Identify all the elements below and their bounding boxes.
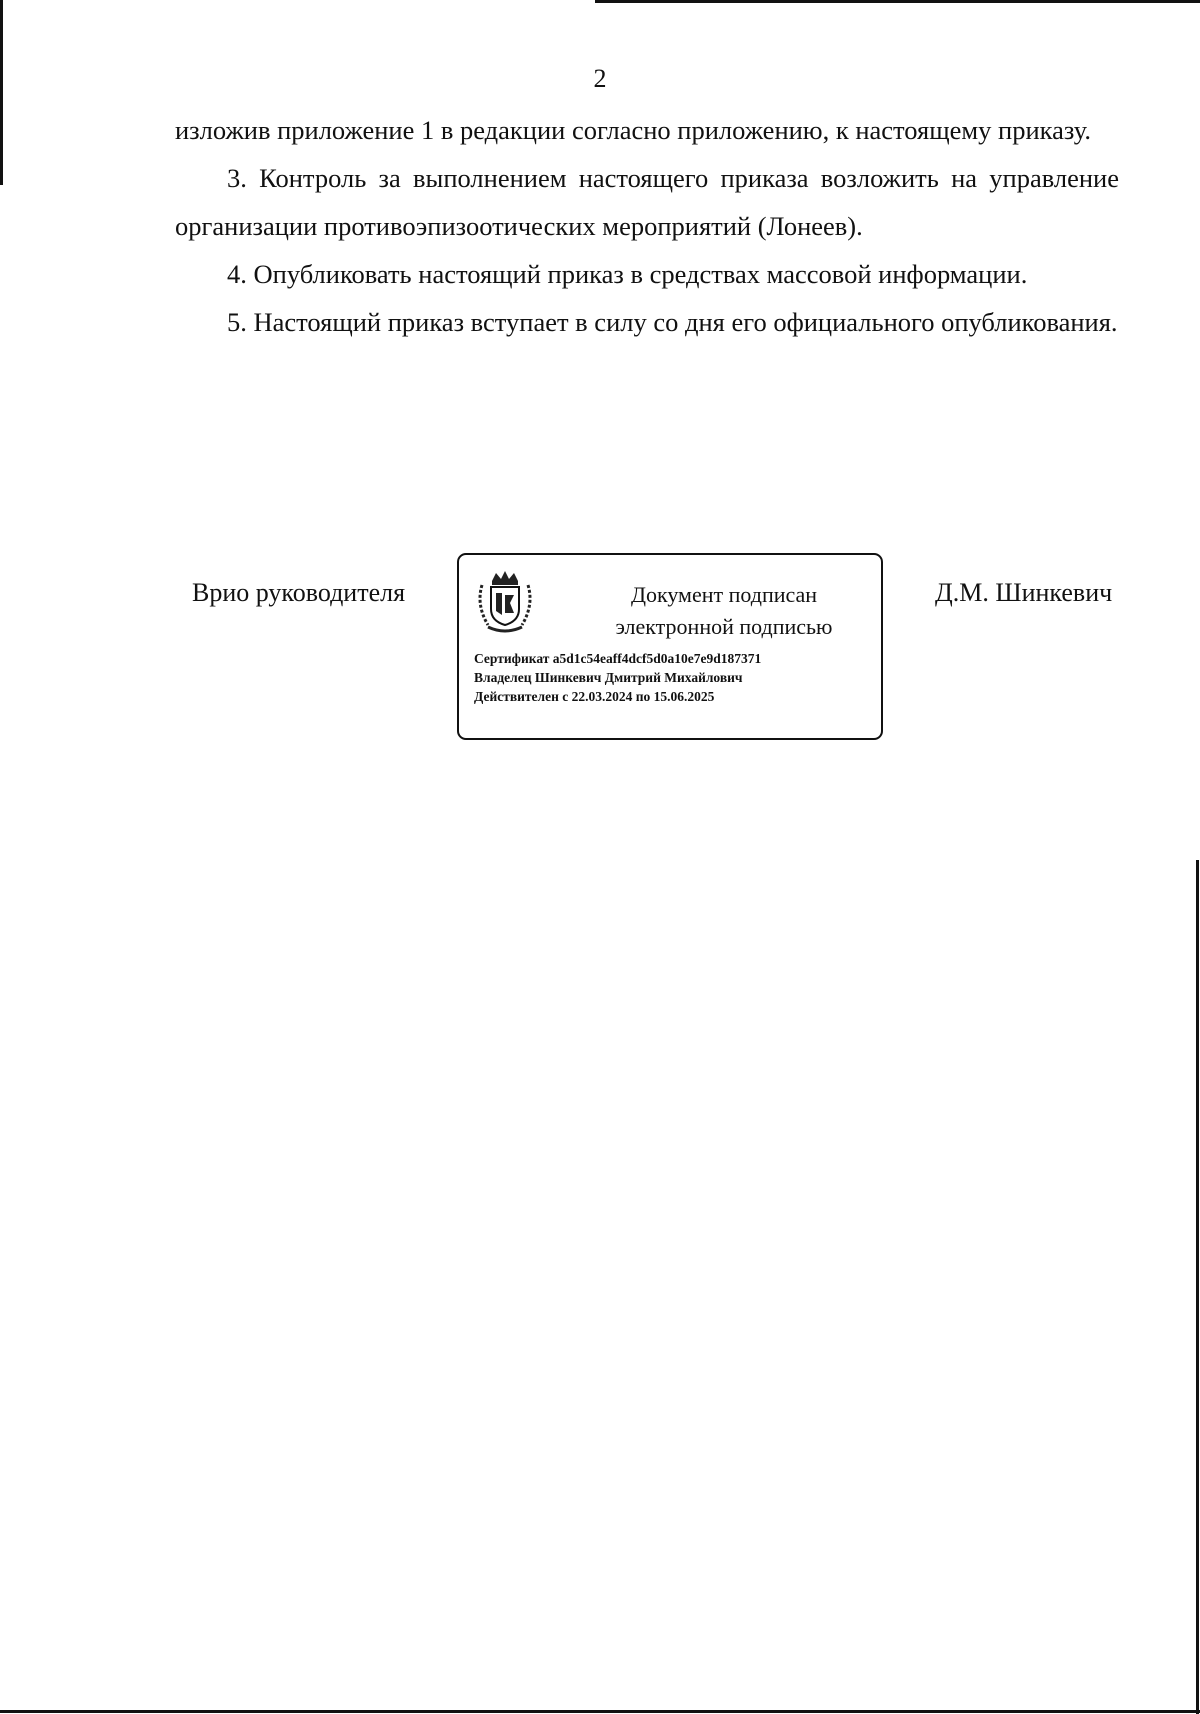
stamp-title bbox=[579, 579, 869, 643]
electronic-signature-stamp bbox=[457, 553, 883, 740]
paragraph-5: 5. Настоящий приказ вступает в силу со дня его официального опубликования. bbox=[227, 307, 1118, 337]
coat-of-arms-emblem-icon bbox=[474, 567, 536, 637]
stamp-certificate: Сертификат a5d1c54eaff4dcf5d0a10e7e9d187371 bbox=[474, 651, 762, 666]
scan-edge-bottom bbox=[0, 1710, 1200, 1713]
stamp-details bbox=[474, 649, 874, 706]
page-number: 2 bbox=[593, 64, 607, 93]
stamp-line-2: электронной подписью bbox=[615, 614, 833, 639]
stamp-line-1: Документ подписан bbox=[630, 582, 818, 607]
paragraph-4: 4. Опубликовать настоящий приказ в средствах массовой информации. bbox=[227, 259, 1028, 289]
scan-edge-right bbox=[1196, 860, 1199, 1714]
signer-title: Врио руководителя bbox=[192, 578, 406, 607]
signer-name: Д.М. Шинкевич bbox=[935, 578, 1113, 607]
scan-edge-top bbox=[595, 0, 1200, 3]
stamp-owner: Владелец Шинкевич Дмитрий Михайлович bbox=[474, 670, 743, 685]
paragraph-3: 3. Контроль за выполнением настоящего приказа возложить на управление организации противоэпизоотических мероприятий (Лонеев). bbox=[175, 163, 1119, 241]
paragraph-continuation: изложив приложение 1 в редакции согласно приложению, к настоящему приказу. bbox=[175, 115, 1092, 145]
document-body bbox=[175, 106, 1119, 346]
stamp-validity: Действителен с 22.03.2024 по 15.06.2025 bbox=[474, 689, 715, 704]
